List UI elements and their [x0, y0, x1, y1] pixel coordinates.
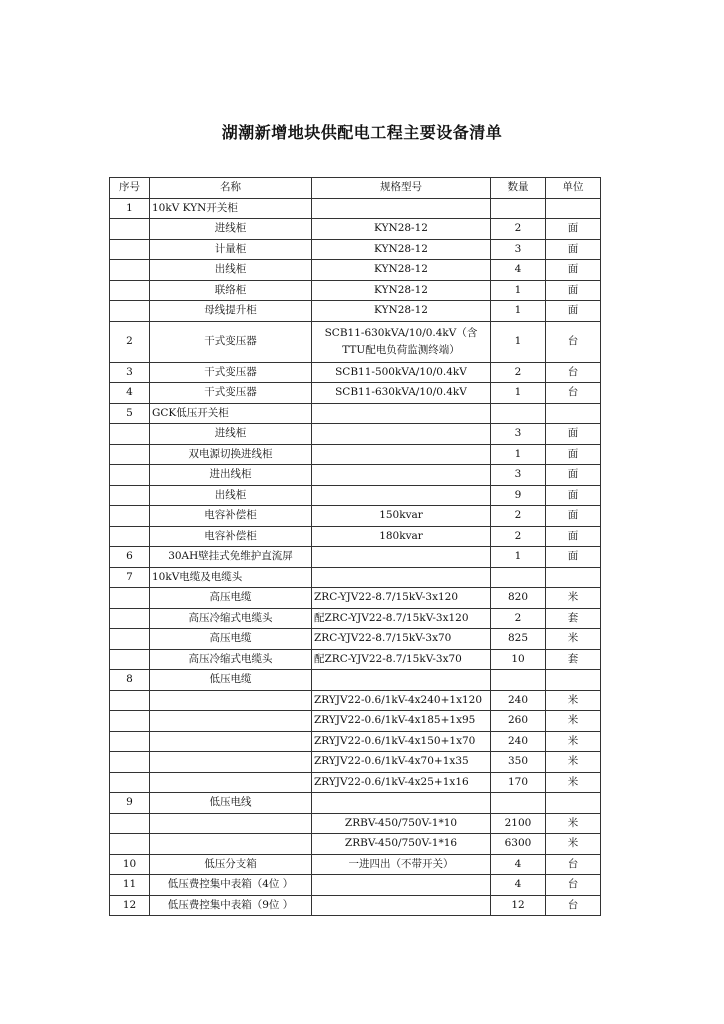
cell-unit: 面: [546, 280, 601, 301]
table-row: [110, 526, 601, 547]
cell-seq: [110, 588, 150, 609]
cell-unit: 面: [546, 526, 601, 547]
cell-seq: [110, 465, 150, 486]
document-title: 湖潮新增地块供配电工程主要设备清单: [221, 123, 503, 142]
cell-unit: [546, 793, 601, 814]
cell-seq: 6: [110, 547, 150, 568]
cell-name: 联络柜: [150, 280, 312, 301]
table-header-row: [110, 178, 601, 199]
cell-qty: 350: [491, 752, 546, 773]
table-row: [110, 444, 601, 465]
cell-name: [150, 752, 312, 773]
cell-name: 电容补偿柜: [150, 506, 312, 527]
cell-name: 干式变压器: [150, 362, 312, 383]
cell-qty: 4: [491, 875, 546, 896]
cell-spec: [312, 403, 491, 424]
cell-seq: [110, 608, 150, 629]
cell-spec: 一进四出（不带开关）: [312, 854, 491, 875]
cell-unit: 台: [546, 895, 601, 916]
cell-seq: [110, 444, 150, 465]
cell-qty: 1: [491, 444, 546, 465]
cell-seq: [110, 649, 150, 670]
table-row: [110, 834, 601, 855]
table-row: [110, 239, 601, 260]
cell-spec: [312, 424, 491, 445]
cell-spec: KYN28-12: [312, 280, 491, 301]
cell-unit: 面: [546, 465, 601, 486]
cell-qty: 2: [491, 362, 546, 383]
cell-qty: 1: [491, 280, 546, 301]
cell-name: 高压冷缩式电缆头: [150, 649, 312, 670]
cell-unit: [546, 567, 601, 588]
cell-spec: KYN28-12: [312, 301, 491, 322]
cell-unit: 米: [546, 629, 601, 650]
cell-qty: 1: [491, 301, 546, 322]
cell-seq: 1: [110, 198, 150, 219]
cell-unit: 米: [546, 813, 601, 834]
cell-name: 干式变压器: [150, 321, 312, 362]
table-row: [110, 670, 601, 691]
cell-spec: ZRBV-450/750V-1*10: [312, 813, 491, 834]
cell-spec: 配ZRC-YJV22-8.7/15kV-3x70: [312, 649, 491, 670]
cell-name: GCK低压开关柜: [150, 403, 312, 424]
table-row: [110, 793, 601, 814]
cell-spec: ZRBV-450/750V-1*16: [312, 834, 491, 855]
table-row: [110, 813, 601, 834]
cell-spec: ZRYJV22-0.6/1kV-4x185+1x95: [312, 711, 491, 732]
cell-spec: 配ZRC-YJV22-8.7/15kV-3x120: [312, 608, 491, 629]
cell-seq: [110, 731, 150, 752]
cell-name: [150, 772, 312, 793]
cell-unit: 台: [546, 362, 601, 383]
cell-name: [150, 690, 312, 711]
cell-name: 10kV KYN开关柜: [150, 198, 312, 219]
header-unit: 单位: [546, 178, 601, 199]
cell-seq: [110, 752, 150, 773]
table-row: [110, 260, 601, 281]
cell-spec: ZRC-YJV22-8.7/15kV-3x70: [312, 629, 491, 650]
cell-qty: 6300: [491, 834, 546, 855]
table-row: [110, 895, 601, 916]
cell-name: 低压费控集中表箱（9位 ）: [150, 895, 312, 916]
header-seq: 序号: [110, 178, 150, 199]
cell-seq: [110, 834, 150, 855]
cell-spec: [312, 465, 491, 486]
cell-name: 进线柜: [150, 219, 312, 240]
cell-unit: 面: [546, 424, 601, 445]
cell-seq: 12: [110, 895, 150, 916]
table-row: [110, 485, 601, 506]
cell-spec: [312, 670, 491, 691]
cell-name: 低压分支箱: [150, 854, 312, 875]
cell-unit: 台: [546, 875, 601, 896]
cell-name: 低压费控集中表箱（4位 ）: [150, 875, 312, 896]
cell-unit: 米: [546, 772, 601, 793]
cell-spec: [312, 567, 491, 588]
equipment-table: [109, 177, 601, 916]
cell-seq: [110, 239, 150, 260]
cell-spec: ZRYJV22-0.6/1kV-4x70+1x35: [312, 752, 491, 773]
cell-qty: 4: [491, 854, 546, 875]
cell-spec: KYN28-12: [312, 239, 491, 260]
table-row: [110, 547, 601, 568]
cell-spec: SCB11-500kVA/10/0.4kV: [312, 362, 491, 383]
cell-name: [150, 813, 312, 834]
cell-qty: 2: [491, 526, 546, 547]
cell-spec: [312, 485, 491, 506]
table-row: [110, 629, 601, 650]
cell-qty: 2: [491, 219, 546, 240]
header-name: 名称: [150, 178, 312, 199]
cell-seq: [110, 485, 150, 506]
cell-seq: 2: [110, 321, 150, 362]
cell-spec: [312, 547, 491, 568]
cell-name: 低压电线: [150, 793, 312, 814]
cell-name: [150, 711, 312, 732]
cell-unit: 米: [546, 752, 601, 773]
cell-spec: 180kvar: [312, 526, 491, 547]
cell-seq: 5: [110, 403, 150, 424]
cell-unit: [546, 198, 601, 219]
cell-unit: 面: [546, 444, 601, 465]
table-row: [110, 424, 601, 445]
cell-seq: [110, 629, 150, 650]
table-row: [110, 731, 601, 752]
table-row: [110, 649, 601, 670]
cell-unit: 面: [546, 506, 601, 527]
table-row: [110, 608, 601, 629]
cell-spec: ZRYJV22-0.6/1kV-4x150+1x70: [312, 731, 491, 752]
cell-name: 出线柜: [150, 485, 312, 506]
cell-qty: 3: [491, 465, 546, 486]
cell-seq: 3: [110, 362, 150, 383]
cell-unit: [546, 670, 601, 691]
cell-seq: [110, 280, 150, 301]
cell-qty: [491, 403, 546, 424]
cell-unit: [546, 403, 601, 424]
cell-qty: [491, 567, 546, 588]
table-row: [110, 301, 601, 322]
cell-name: 10kV电缆及电缆头: [150, 567, 312, 588]
table-row: [110, 465, 601, 486]
cell-name: 双电源切换进线柜: [150, 444, 312, 465]
cell-qty: 10: [491, 649, 546, 670]
cell-name: 高压冷缩式电缆头: [150, 608, 312, 629]
cell-unit: 米: [546, 588, 601, 609]
cell-name: 高压电缆: [150, 588, 312, 609]
cell-unit: 米: [546, 690, 601, 711]
cell-name: 计量柜: [150, 239, 312, 260]
cell-unit: 米: [546, 834, 601, 855]
cell-name: [150, 834, 312, 855]
cell-qty: 1: [491, 383, 546, 404]
cell-seq: [110, 526, 150, 547]
cell-seq: [110, 690, 150, 711]
cell-seq: [110, 424, 150, 445]
cell-qty: 170: [491, 772, 546, 793]
cell-seq: [110, 260, 150, 281]
cell-seq: [110, 711, 150, 732]
cell-seq: 9: [110, 793, 150, 814]
cell-unit: 台: [546, 854, 601, 875]
cell-seq: 4: [110, 383, 150, 404]
table-row: [110, 875, 601, 896]
cell-qty: [491, 670, 546, 691]
cell-unit: 面: [546, 239, 601, 260]
table-row: [110, 567, 601, 588]
cell-name: 30AH壁挂式免维护直流屏: [150, 547, 312, 568]
cell-qty: 260: [491, 711, 546, 732]
cell-seq: [110, 301, 150, 322]
cell-name: 进出线柜: [150, 465, 312, 486]
cell-seq: [110, 772, 150, 793]
cell-unit: 米: [546, 731, 601, 752]
cell-name: 低压电缆: [150, 670, 312, 691]
cell-unit: 面: [546, 301, 601, 322]
cell-unit: 米: [546, 711, 601, 732]
cell-seq: 8: [110, 670, 150, 691]
cell-name: [150, 731, 312, 752]
cell-unit: 面: [546, 260, 601, 281]
cell-spec: ZRC-YJV22-8.7/15kV-3x120: [312, 588, 491, 609]
cell-qty: 820: [491, 588, 546, 609]
cell-spec: [312, 895, 491, 916]
cell-qty: 825: [491, 629, 546, 650]
table-row: [110, 506, 601, 527]
cell-spec: [312, 875, 491, 896]
cell-unit: 面: [546, 219, 601, 240]
cell-unit: 面: [546, 547, 601, 568]
cell-unit: 套: [546, 649, 601, 670]
cell-seq: [110, 219, 150, 240]
cell-qty: 3: [491, 424, 546, 445]
cell-spec: [312, 444, 491, 465]
cell-unit: 台: [546, 383, 601, 404]
cell-qty: 12: [491, 895, 546, 916]
cell-spec: SCB11-630kVA/10/0.4kV: [312, 383, 491, 404]
cell-spec: [312, 793, 491, 814]
cell-qty: 3: [491, 239, 546, 260]
cell-qty: 9: [491, 485, 546, 506]
cell-qty: 1: [491, 321, 546, 362]
cell-qty: 1: [491, 547, 546, 568]
cell-spec: 150kvar: [312, 506, 491, 527]
table-row: [110, 772, 601, 793]
cell-name: 出线柜: [150, 260, 312, 281]
cell-seq: 7: [110, 567, 150, 588]
table-row: [110, 588, 601, 609]
cell-qty: 2: [491, 506, 546, 527]
cell-spec: SCB11-630kVA/10/0.4kV（含TTU配电负荷监测终端）: [312, 321, 491, 362]
table-row: [110, 690, 601, 711]
cell-seq: [110, 813, 150, 834]
cell-spec: ZRYJV22-0.6/1kV-4x240+1x120: [312, 690, 491, 711]
cell-qty: [491, 793, 546, 814]
table-row: [110, 711, 601, 732]
cell-spec: KYN28-12: [312, 260, 491, 281]
table-row: [110, 403, 601, 424]
cell-qty: 2100: [491, 813, 546, 834]
cell-spec: KYN28-12: [312, 219, 491, 240]
cell-name: 电容补偿柜: [150, 526, 312, 547]
cell-name: 进线柜: [150, 424, 312, 445]
cell-name: 干式变压器: [150, 383, 312, 404]
header-qty: 数量: [491, 178, 546, 199]
table-row: [110, 383, 601, 404]
table-row: [110, 854, 601, 875]
cell-qty: 4: [491, 260, 546, 281]
cell-unit: 面: [546, 485, 601, 506]
cell-seq: 10: [110, 854, 150, 875]
header-spec: 规格型号: [312, 178, 491, 199]
cell-seq: 11: [110, 875, 150, 896]
cell-spec: ZRYJV22-0.6/1kV-4x25+1x16: [312, 772, 491, 793]
cell-seq: [110, 506, 150, 527]
cell-spec: [312, 198, 491, 219]
table-row: [110, 321, 601, 362]
cell-unit: 套: [546, 608, 601, 629]
table-row: [110, 752, 601, 773]
cell-qty: 2: [491, 608, 546, 629]
cell-unit: 台: [546, 321, 601, 362]
table-row: [110, 219, 601, 240]
cell-qty: 240: [491, 690, 546, 711]
cell-qty: 240: [491, 731, 546, 752]
table-row: [110, 362, 601, 383]
table-row: [110, 198, 601, 219]
table-row: [110, 280, 601, 301]
cell-qty: [491, 198, 546, 219]
cell-name: 母线提升柜: [150, 301, 312, 322]
cell-name: 高压电缆: [150, 629, 312, 650]
